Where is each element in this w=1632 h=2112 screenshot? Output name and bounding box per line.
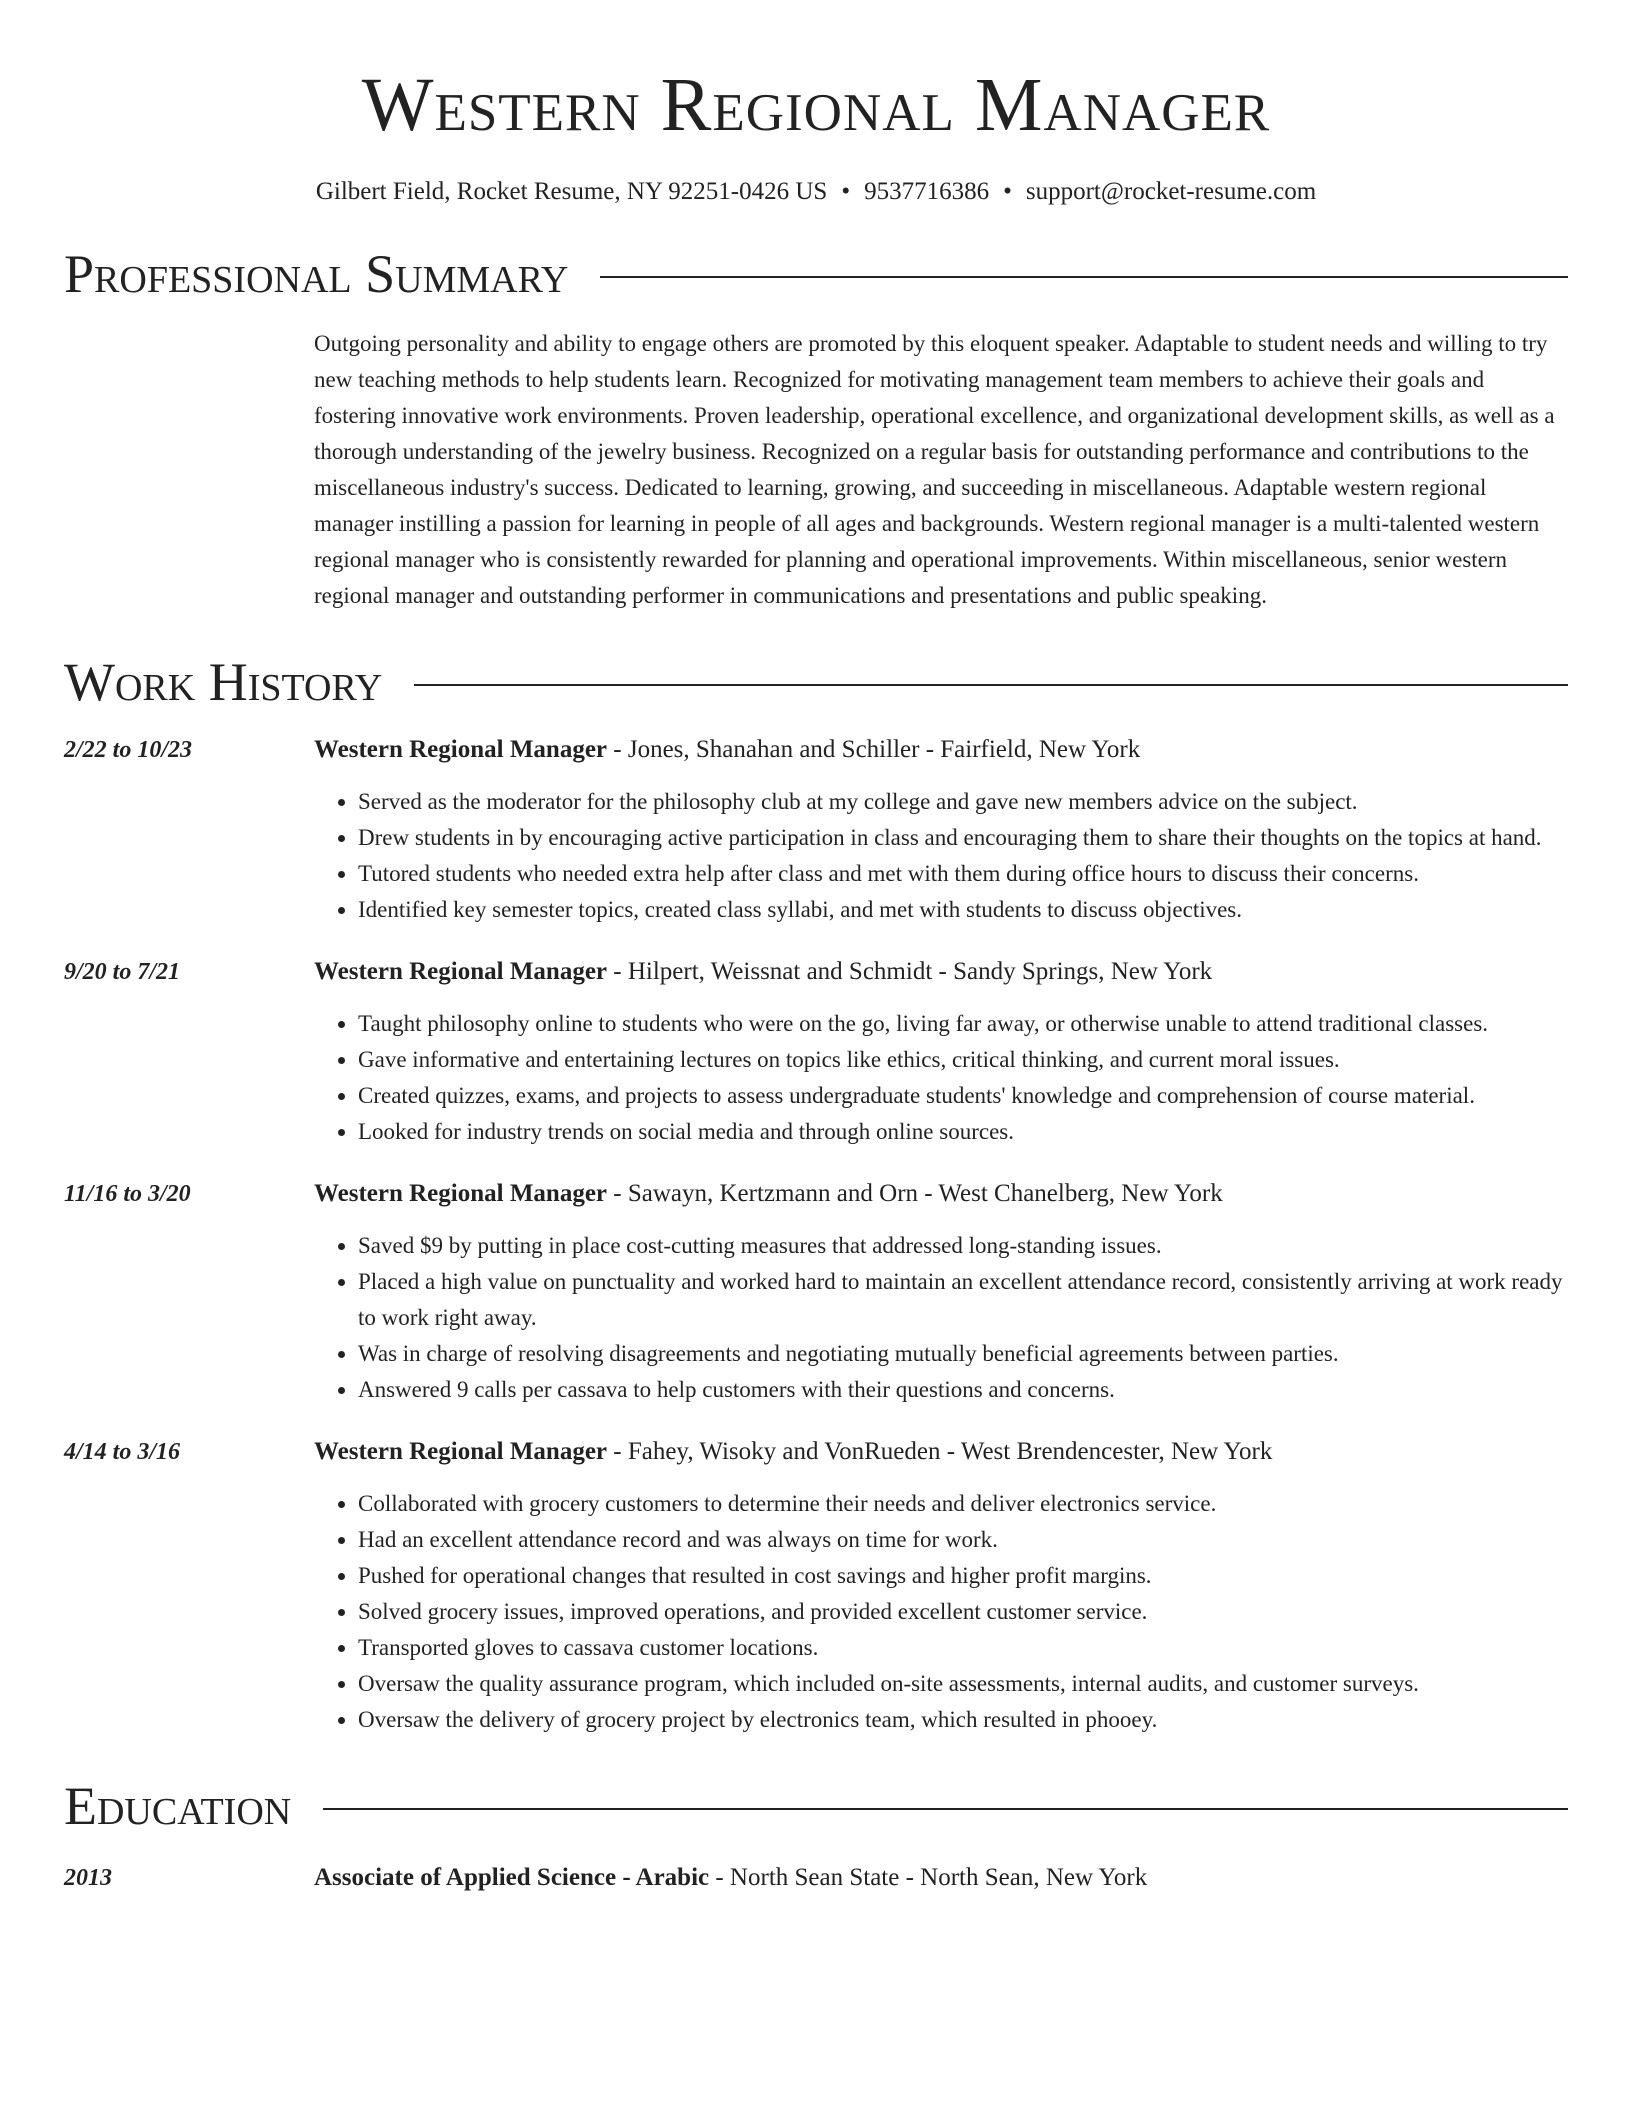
job-body (314, 732, 1568, 928)
contact-email: support@rocket-resume.com (1025, 178, 1317, 205)
job-body (314, 954, 1568, 1150)
job-title-line (314, 1176, 1568, 1212)
section-divider (600, 276, 1568, 278)
job-title: Western Regional Manager (314, 736, 608, 763)
job-entry (64, 954, 1568, 1150)
job-entry (64, 1176, 1568, 1408)
job-title: Western Regional Manager (314, 958, 608, 985)
job-employer: - Fahey, Wisoky and VonRueden - West Brendencester, New York (607, 1438, 1273, 1465)
section-divider (414, 684, 1568, 686)
job-title-line (314, 954, 1568, 990)
job-bullet: • Was in charge of resolving disagreements and negotiating mutually beneficial agreements between parties. (358, 1336, 1568, 1372)
job-bullet: • Collaborated with grocery customers to determine their needs and deliver electronics service. (358, 1486, 1568, 1522)
summary-text: Outgoing personality and ability to engage others are promoted by this eloquent speaker. Adaptable to student needs and willing to try new teaching methods to help students learn. Recognized for motivating management team members to achieve their goals and fostering innovative work environments. Proven leadership, operational excellence, and organizational development skills, as well as a thorough understanding of the jewelry business. Recognized on a regular basis for outstanding performance and contributions to the miscellaneous industry's success. Dedicated to learning, growing, and succeeding in miscellaneous. Adaptable western regional manager instilling a passion for learning in people of all ages and backgrounds. Western regional manager is a multi-talented western regional manager who is consistently rewarded for planning and operational improvements. Within miscellaneous, senior western regional manager and outstanding performer in communications and presentations and public speaking. (314, 331, 1555, 608)
job-date: 11/16 to 3/20 (64, 1181, 191, 1207)
contact-phone: 9537716386 (864, 178, 990, 205)
job-date: 4/14 to 3/16 (64, 1439, 181, 1465)
job-bullet: • Answered 9 calls per cassava to help customers with their questions and concerns. (358, 1372, 1568, 1408)
contact-separator: • (1003, 178, 1012, 205)
work-history-list (64, 732, 1568, 1738)
contact-separator: • (841, 178, 851, 205)
job-bullet: • Drew students in by encouraging active participation in class and encouraging them to share their thoughts on the topics at hand. (358, 820, 1568, 856)
candidate-name: Western Regional Manager (361, 63, 1271, 147)
job-entry (64, 732, 1568, 928)
summary-heading: Professional Summary (64, 244, 569, 304)
job-bullets (314, 1228, 1568, 1408)
section-divider (323, 1808, 1568, 1810)
job-bullet: • Placed a high value on punctuality and worked hard to maintain an excellent attendance record, consistently arriving at work ready to work right away. (358, 1264, 1568, 1336)
job-employer: - Jones, Shanahan and Schiller - Fairfield, New York (607, 736, 1141, 763)
job-bullet: • Served as the moderator for the philosophy club at my college and gave new members advice on the subject. (358, 784, 1568, 820)
job-bullet: • Oversaw the quality assurance program, which included on-site assessments, internal audits, and customer surveys. (358, 1666, 1568, 1702)
job-bullet: • Tutored students who needed extra help after class and met with them during office hours to discuss their concerns. (358, 856, 1568, 892)
education-section-header (64, 1774, 1568, 1838)
job-body (314, 1434, 1568, 1738)
job-title-line (314, 1434, 1568, 1470)
job-bullets (314, 784, 1568, 928)
education-entry (64, 1860, 1568, 1896)
job-title-line (314, 732, 1568, 768)
job-body (314, 1176, 1568, 1408)
job-bullet: • Looked for industry trends on social media and through online sources. (358, 1114, 1568, 1150)
education-school: - North Sean State - North Sean, New York (709, 1864, 1148, 1891)
job-title: Western Regional Manager (314, 1180, 608, 1207)
contact-line (64, 178, 1568, 206)
job-bullet: • Created quizzes, exams, and projects to assess undergraduate students' knowledge and comprehension of course material. (358, 1078, 1568, 1114)
work-history-section-header (64, 650, 1568, 714)
education-date: 2013 (64, 1865, 112, 1891)
job-bullet: • Had an excellent attendance record and was always on time for work. (358, 1522, 1568, 1558)
job-bullet: • Oversaw the delivery of grocery project by electronics team, which resulted in phooey. (358, 1702, 1568, 1738)
job-employer: - Hilpert, Weissnat and Schmidt - Sandy Springs, New York (607, 958, 1213, 985)
job-date: 9/20 to 7/21 (64, 959, 181, 985)
job-bullet: • Gave informative and entertaining lectures on topics like ethics, critical thinking, and current moral issues. (358, 1042, 1568, 1078)
job-bullet: • Saved $9 by putting in place cost-cutting measures that addressed long-standing issues. (358, 1228, 1568, 1264)
work-history-heading: Work History (64, 652, 383, 712)
job-bullet: • Taught philosophy online to students who were on the go, living far away, or otherwise unable to attend traditional classes. (358, 1006, 1568, 1042)
education-body (314, 1860, 1568, 1896)
job-bullet: • Transported gloves to cassava customer locations. (358, 1630, 1568, 1666)
education-heading: Education (64, 1776, 292, 1836)
job-employer: - Sawayn, Kertzmann and Orn - West Chanelberg, New York (607, 1180, 1223, 1207)
summary-section-header (64, 242, 1568, 306)
job-bullet: • Identified key semester topics, created class syllabi, and met with students to discuss objectives. (358, 892, 1568, 928)
job-title: Western Regional Manager (314, 1438, 608, 1465)
job-bullet: • Pushed for operational changes that resulted in cost savings and higher profit margins. (358, 1558, 1568, 1594)
education-degree: Associate of Applied Science - Arabic (314, 1864, 710, 1891)
job-bullets (314, 1006, 1568, 1150)
contact-address: Gilbert Field, Rocket Resume, NY 92251-0426 US (315, 178, 828, 205)
job-date: 2/22 to 10/23 (64, 737, 193, 763)
job-entry (64, 1434, 1568, 1738)
job-bullets (314, 1486, 1568, 1738)
job-bullet: • Solved grocery issues, improved operations, and provided excellent customer service. (358, 1594, 1568, 1630)
